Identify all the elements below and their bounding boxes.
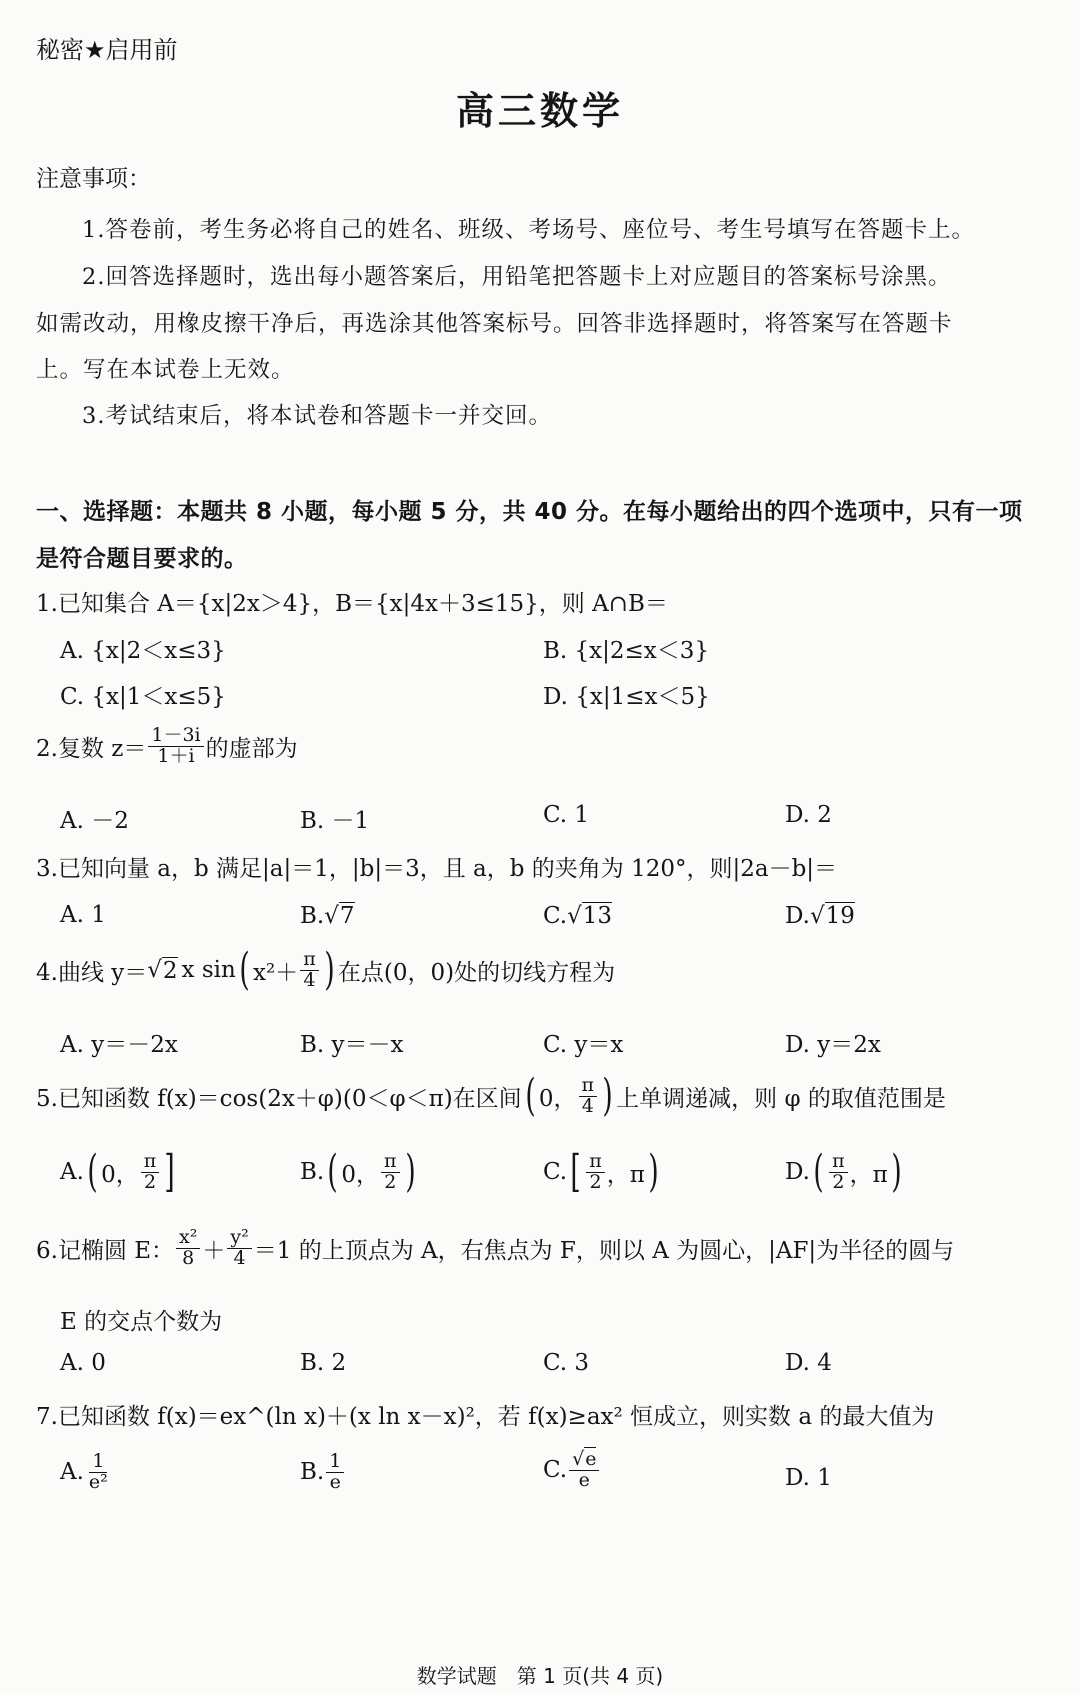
question-5-denominator: 4: [581, 1094, 594, 1117]
sqrt-sign-icon: √: [567, 902, 582, 929]
sqrt-sign-icon: √: [572, 1448, 585, 1470]
question-2-option-b: B. －1: [300, 808, 370, 834]
question-4-numerator: π: [300, 950, 319, 971]
question-5-option-d-right: ，π: [849, 1161, 888, 1188]
fraction-denominator: e: [578, 1468, 590, 1491]
question-4-option-b: B. y＝－x: [300, 1032, 404, 1058]
question-4-mid: x sin: [181, 957, 236, 983]
question-4-denominator: 4: [303, 968, 316, 991]
question-2-denominator: 1＋i: [157, 744, 195, 767]
fraction-denominator: 2: [589, 1170, 602, 1193]
question-4-stem: [36, 944, 616, 995]
question-5-option-a-left: 0，: [101, 1161, 139, 1188]
question-5-post: 上单调递减，则 φ 的取值范围是: [616, 1085, 946, 1112]
question-7-option-c-fraction: [569, 1450, 599, 1491]
question-7-option-b: [300, 1452, 346, 1493]
question-3-option-c-radicand: 13: [582, 903, 613, 929]
left-paren-icon: (: [327, 1146, 338, 1197]
question-6-stem: [36, 1228, 954, 1269]
question-6-option-b: B. 2: [300, 1350, 347, 1376]
notice-item-1: 1.答卷前，考生务必将自己的姓名、班级、考场号、座位号、考生号填写在答题卡上。: [82, 217, 975, 243]
question-2-pre: 2.复数 z＝: [36, 735, 147, 762]
notice-heading: 注意事项：: [36, 166, 151, 192]
confidential-label: 秘密★启用前: [36, 36, 178, 64]
question-1-stem: 1.已知集合 A＝{x|2x＞4}，B＝{x|4x＋3≤15}，则 A∩B＝: [36, 591, 668, 617]
question-5-interval-left: 0，: [538, 1085, 577, 1112]
question-3-stem: 3.已知向量 a，b 满足|a|＝1，|b|＝3，且 a，b 的夹角为 120°，则|2a－b|＝: [36, 856, 838, 882]
question-7-option-c-radicand: e: [585, 1448, 597, 1470]
question-3-option-d: [785, 902, 855, 929]
question-3-option-b: [300, 902, 355, 929]
pi-over-2-fraction: [141, 1149, 160, 1193]
fraction-numerator: π: [141, 1152, 160, 1173]
question-5-numerator: π: [579, 1076, 598, 1097]
pi-over-2-fraction: [381, 1149, 400, 1193]
page-title: 高三数学: [455, 89, 624, 133]
question-2-fraction: [148, 726, 203, 767]
question-5-option-c: [543, 1146, 662, 1197]
right-paren-icon: ): [602, 1070, 613, 1121]
left-bracket-icon: [: [570, 1146, 581, 1197]
question-4-option-a: A. y＝－2x: [60, 1032, 178, 1058]
question-5-option-c-label: C.: [543, 1159, 568, 1185]
sqrt-sign-icon: √: [147, 957, 162, 983]
left-paren-icon: (: [525, 1070, 536, 1121]
question-5-option-a-label: A.: [60, 1159, 84, 1185]
right-paren-icon: ): [891, 1146, 902, 1197]
fraction-numerator: π: [586, 1152, 605, 1173]
question-3-option-d-label: D.: [785, 902, 810, 929]
pi-over-2-fraction: [586, 1149, 605, 1193]
left-paren-icon: (: [813, 1146, 824, 1197]
question-6-option-d: D. 4: [785, 1350, 832, 1376]
section-heading-line-1: 一、选择题：本题共 8 小题，每小题 5 分，共 40 分。在每小题给出的四个选项中，只有一项: [36, 499, 1023, 525]
question-6-option-c: C. 3: [543, 1350, 590, 1376]
question-5-option-d-label: D.: [785, 1159, 810, 1185]
question-7-option-c: [543, 1450, 601, 1491]
fraction-numerator: y²: [227, 1228, 251, 1249]
question-7-option-c-label: C.: [543, 1457, 568, 1484]
question-6-line-2: E 的交点个数为: [60, 1309, 223, 1335]
question-7-option-b-fraction: [326, 1452, 344, 1493]
fraction-denominator: e²: [88, 1470, 108, 1493]
fraction-numerator: [569, 1450, 599, 1471]
question-1-option-a: A. {x|2＜x≤3}: [60, 638, 226, 664]
page-footer: 数学试题 第 1 页(共 4 页): [416, 1664, 664, 1688]
fraction-numerator: 1: [326, 1452, 344, 1473]
question-6-fraction-y: [227, 1228, 251, 1269]
question-5-option-d: [785, 1146, 905, 1197]
left-paren-icon: (: [87, 1146, 98, 1197]
right-paren-icon: ): [648, 1146, 659, 1197]
question-3-option-c-label: C.: [543, 902, 568, 929]
question-3-option-c: [543, 902, 612, 929]
question-5-option-c-right: ，π: [606, 1161, 645, 1188]
question-4-x2: x²＋: [252, 959, 299, 986]
question-6-option-a: A. 0: [60, 1350, 106, 1376]
question-7-option-a: [60, 1452, 113, 1493]
question-5-option-b-label: B.: [300, 1159, 325, 1185]
question-1-option-d: D. {x|1≤x＜5}: [543, 684, 710, 710]
question-4-option-d: D. y＝2x: [785, 1032, 881, 1058]
question-6-plus: ＋: [202, 1237, 226, 1264]
fraction-denominator: e: [329, 1470, 341, 1493]
notice-item-2-line-3: 上。写在本试卷上无效。: [36, 357, 295, 383]
question-4-fraction: [300, 947, 319, 991]
question-6-fraction-x: [176, 1228, 200, 1269]
question-2-post: 的虚部为: [205, 735, 298, 762]
fraction-denominator: 2: [384, 1170, 397, 1193]
question-6-post: ＝1 的上顶点为 A，右焦点为 F，则以 A 为圆心，|AF|为半径的圆与: [253, 1237, 955, 1264]
question-3-option-b-radicand: 7: [339, 903, 355, 929]
question-1-option-b: B. {x|2≤x＜3}: [543, 638, 710, 664]
question-7-option-d: D. 1: [785, 1465, 832, 1491]
question-3-option-a: A. 1: [60, 902, 106, 928]
sqrt-sign-icon: √: [324, 902, 339, 929]
question-1-option-c: C. {x|1＜x≤5}: [60, 684, 226, 710]
question-5-pre: 5.已知函数 f(x)＝cos(2x＋φ)(0＜φ＜π)在区间: [36, 1085, 522, 1112]
question-5-stem: [36, 1070, 946, 1121]
notice-item-2-line-1: 2.回答选择题时，选出每小题答案后，用铅笔把答题卡上对应题目的答案标号涂黑。: [82, 264, 952, 290]
question-4-option-c: C. y＝x: [543, 1032, 624, 1058]
notice-item-2-line-2: 如需改动，用橡皮擦干净后，再选涂其他答案标号。回答非选择题时，将答案写在答题卡: [36, 311, 953, 337]
left-paren-icon: (: [239, 944, 250, 995]
right-paren-icon: ): [324, 944, 335, 995]
question-7-option-b-label: B.: [300, 1459, 325, 1486]
question-7-option-a-label: A.: [60, 1459, 84, 1486]
question-2-numerator: 1－3i: [148, 726, 203, 747]
fraction-denominator: 4: [233, 1246, 246, 1269]
right-bracket-icon: ]: [164, 1146, 175, 1197]
question-4-pre: 4.曲线 y＝: [36, 959, 148, 986]
question-5-fraction: [579, 1073, 598, 1117]
fraction-numerator: π: [381, 1152, 400, 1173]
fraction-denominator: 2: [143, 1170, 157, 1193]
question-2-option-d: D. 2: [785, 802, 832, 828]
fraction-numerator: 1: [89, 1452, 107, 1473]
fraction-denominator: 8: [182, 1246, 195, 1269]
sqrt-sign-icon: √: [809, 902, 825, 929]
fraction-denominator: 2: [832, 1170, 845, 1193]
fraction-numerator: π: [829, 1152, 848, 1173]
fraction-numerator: x²: [176, 1228, 200, 1249]
question-5-option-a: [60, 1146, 178, 1197]
section-heading-line-2: 是符合题目要求的。: [36, 546, 248, 572]
question-2-option-c: C. 1: [543, 802, 590, 828]
notice-item-3: 3.考试结束后，将本试卷和答题卡一并交回。: [82, 403, 552, 429]
question-6-pre: 6.记椭圆 E：: [36, 1237, 175, 1264]
question-7-stem: 7.已知函数 f(x)＝ex^(ln x)＋(x ln x－x)²，若 f(x)≥ax² 恒成立，则实数 a 的最大值为: [36, 1404, 935, 1430]
question-4-radicand: 2: [162, 957, 178, 984]
question-5-option-b-left: 0，: [341, 1161, 380, 1188]
right-paren-icon: ): [404, 1146, 416, 1197]
question-5-option-b: [300, 1146, 419, 1197]
question-3-option-b-label: B.: [300, 902, 325, 929]
pi-over-2-fraction: [829, 1149, 848, 1193]
question-2-option-a: A. －2: [60, 808, 129, 834]
question-4-post: 在点(0，0)处的切线方程为: [337, 959, 616, 986]
question-7-option-a-fraction: [86, 1452, 111, 1493]
question-2-stem: [36, 726, 298, 767]
question-3-option-d-radicand: 19: [825, 903, 855, 929]
